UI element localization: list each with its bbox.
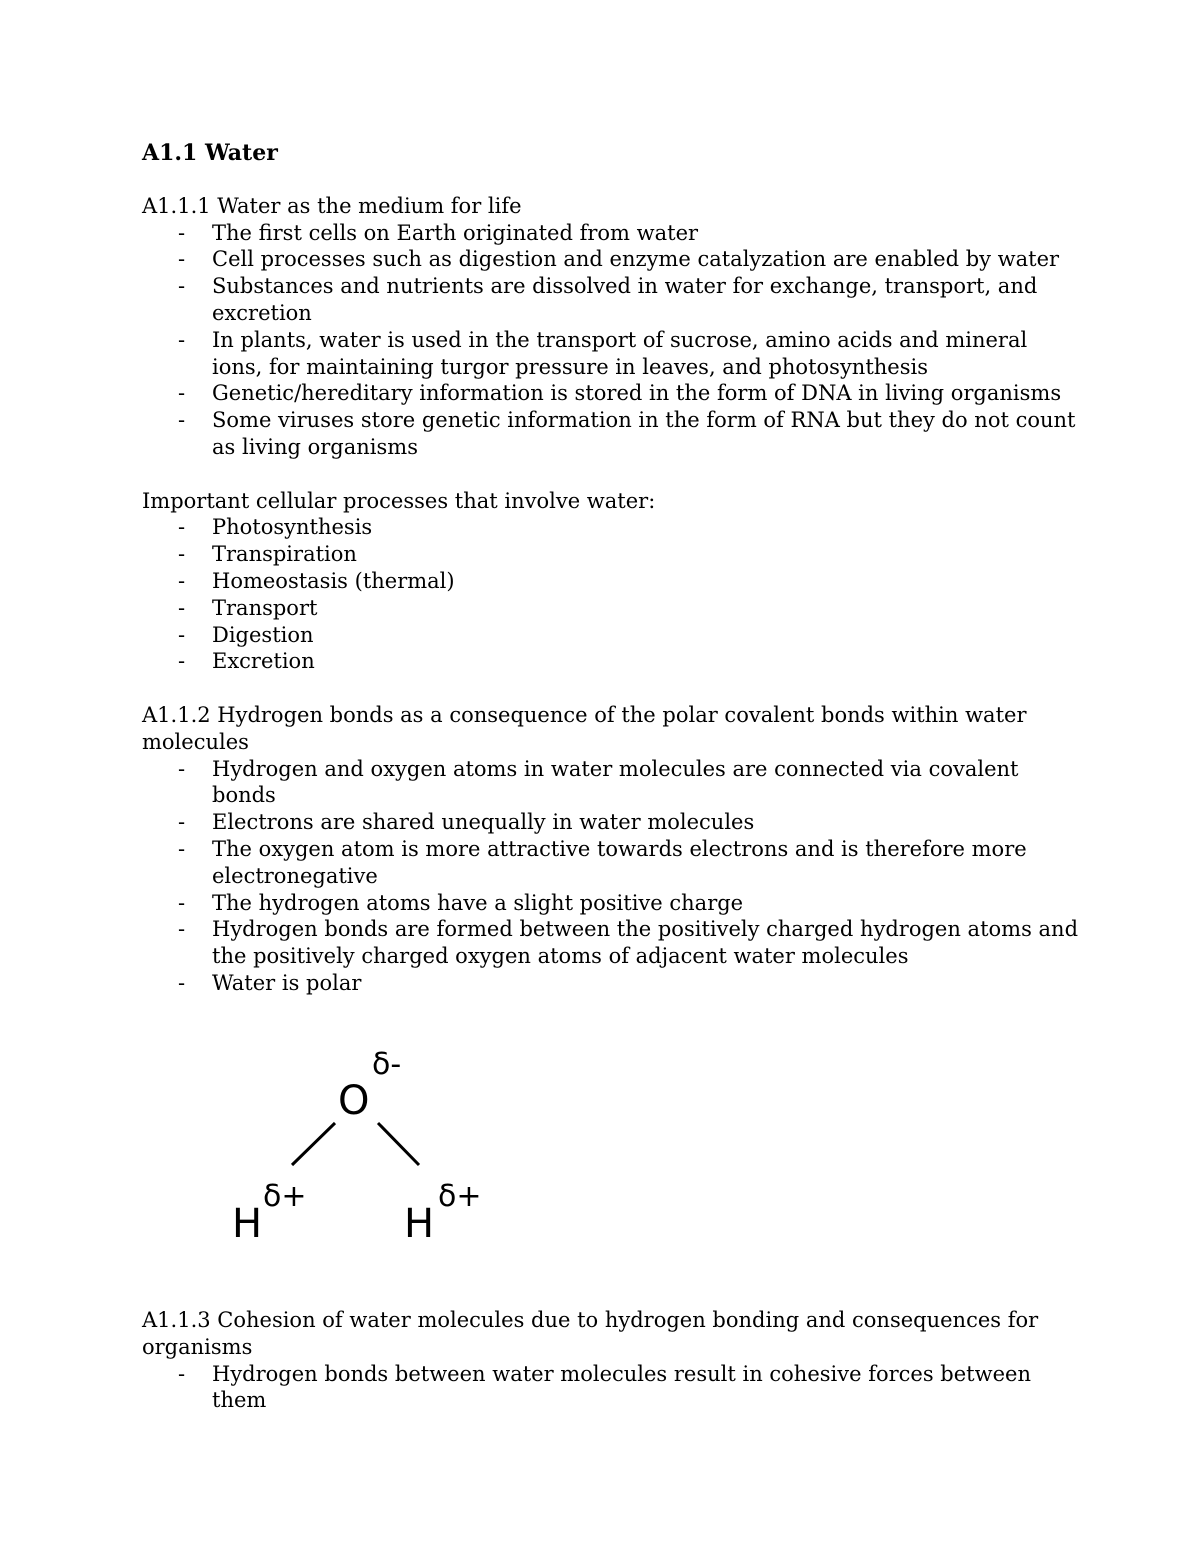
hydrogen-right-label: H (404, 1201, 435, 1247)
list-item: - Digestion (212, 622, 1082, 649)
list-item: - Genetic/hereditary information is stored in the form of DNA in living organisms (212, 380, 1082, 407)
list-item: - In plants, water is used in the transport of sucrose, amino acids and mineral ions, for maintaining turgor pressure in leaves, and photosynthesis (212, 327, 1082, 381)
bullet-list-cohesion (142, 1361, 1082, 1415)
list-item: - Hydrogen and oxygen atoms in water molecules are connected via covalent bonds (212, 756, 1082, 810)
list-item: - Transport (212, 595, 1082, 622)
list-item: - Some viruses store genetic information in the form of RNA but they do not count as living organisms (212, 407, 1082, 461)
list-item: - Substances and nutrients are dissolved in water for exchange, transport, and excretion (212, 273, 1082, 327)
section-heading-water-medium: A1.1.1 Water as the medium for life (142, 193, 522, 218)
water-molecule-svg (200, 1030, 520, 1260)
bullet-list-hydrogen-bonds (142, 756, 1082, 997)
list-item: - Electrons are shared unequally in water molecules (212, 809, 1082, 836)
section-heading-cohesion: A1.1.3 Cohesion of water molecules due to hydrogen bonding and consequences for organisms (142, 1308, 1039, 1359)
list-item: - The oxygen atom is more attractive towards electrons and is therefore more electronegative (212, 836, 1082, 890)
list-item: - Hydrogen bonds between water molecules result in cohesive forces between them (212, 1361, 1082, 1415)
list-item: - Homeostasis (thermal) (212, 568, 1082, 595)
hydrogen-left-label: H (232, 1201, 263, 1247)
oxygen-label: O (338, 1078, 370, 1124)
bullet-list-cellular-processes (142, 514, 1082, 675)
oxygen-charge-label: δ- (372, 1047, 402, 1082)
bullet-list-water-medium (142, 220, 1082, 461)
document-page (142, 140, 1082, 997)
hydrogen-left-charge-label: δ+ (263, 1179, 307, 1214)
section-heading-hydrogen-bonds: A1.1.2 Hydrogen bonds as a consequence of the polar covalent bonds within water molecules (142, 702, 1027, 754)
water-molecule-diagram (200, 1030, 520, 1260)
list-item: - Cell processes such as digestion and enzyme catalyzation are enabled by water (212, 246, 1082, 273)
list-item: - Transpiration (212, 541, 1082, 568)
list-item: - Hydrogen bonds are formed between the positively charged hydrogen atoms and the positively charged oxygen atoms of adjacent water molecules (212, 916, 1082, 970)
document-title: A1.1 Water (142, 140, 278, 166)
list-item: - The hydrogen atoms have a slight positive charge (212, 890, 1082, 917)
bond-left (292, 1123, 335, 1165)
document-page-continued (142, 1307, 1082, 1414)
list-item: - The first cells on Earth originated from water (212, 220, 1082, 247)
list-item: - Photosynthesis (212, 514, 1082, 541)
list-item: - Water is polar (212, 970, 1082, 997)
section-heading-cellular-processes: Important cellular processes that involve water: (142, 488, 656, 513)
hydrogen-right-charge-label: δ+ (438, 1179, 482, 1214)
bond-right (378, 1123, 419, 1165)
list-item: - Excretion (212, 648, 1082, 675)
